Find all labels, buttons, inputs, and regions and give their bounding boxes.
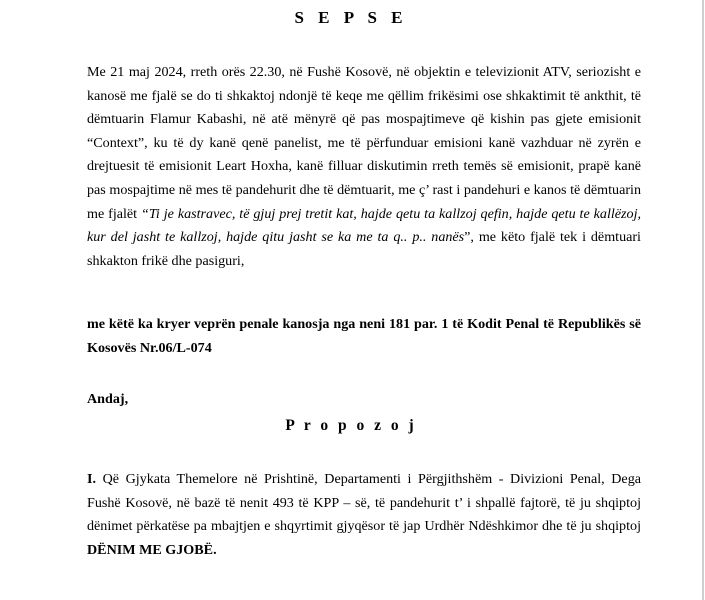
threat-quote: “Ti je kastravec, të gjuj prej tretit kat, hajde qetu ta kallzoj qefin, hajde qetu te kallëzoj, kur del jasht te kallzoj, hajde qitu jasht se ka me ta q.. p.. nanës — [87, 205, 642, 246]
proposal-numeral: I. — [87, 471, 97, 487]
document-title: S E P S E — [294, 8, 408, 27]
therefore-line: Andaj, — [87, 391, 129, 407]
proposal-text: Që Gjykata Themelore në Prishtinë, Departamenti i Përgjithshëm - Divizioni Penal, Dega Fushë Kosovë, në bazë të nenit 493 të KPP – së, të pandehurit t’ i shpallë fajtorë, të ju shqiptoj dënimet përkatëse pa mbajtjen e shqyrtimit gjyqësor të jap Urdhër Ndëshkimor dhe të ju shqiptoj — [87, 471, 641, 535]
offense-paragraph: me këtë ka kryer veprën penale kanosja nga neni 181 par. 1 të Kodit Penal të Republikës së Kosovës Nr.06/L-074 — [87, 316, 641, 356]
facts-paragraph — [87, 61, 641, 273]
facts-text-end: ”, me këto fjalë tek i dëmtuari shkakton frikë dhe pasiguri, — [87, 229, 641, 269]
propose-heading: P r o p o z o j — [285, 417, 417, 434]
proposal-paragraph — [87, 468, 641, 562]
penalty-emphasis: DËNIM ME GJOBË. — [87, 541, 217, 558]
facts-text: Me 21 maj 2024, rreth orës 22.30, në Fushë Kosovë, në objektin e televizionit ATV, seriozisht e kanosë me fjalë se do ti shkaktoj ndonjë të keqe me qëllim frikësimi ose shkaktimit të ankthit, të dëmtuarin Flamur Kabashi, në atë mënyrë që pas mospajtimeve që kishin pas gjete emisionit “Context”, ku të dy kanë qenë panelist, me të përfunduar emisioni kanë vazhduar në zyrën e drejtuesit të emisionit Leart Hoxha, kanë filluar diskutimin rreth temës së emisionit, prapë kanë pas mospajtime në mes të pandehurit dhe të dëmtuarit, me ç’ rast i pandehuri e kanos të dëmtuarin me fjalët — [87, 64, 641, 222]
